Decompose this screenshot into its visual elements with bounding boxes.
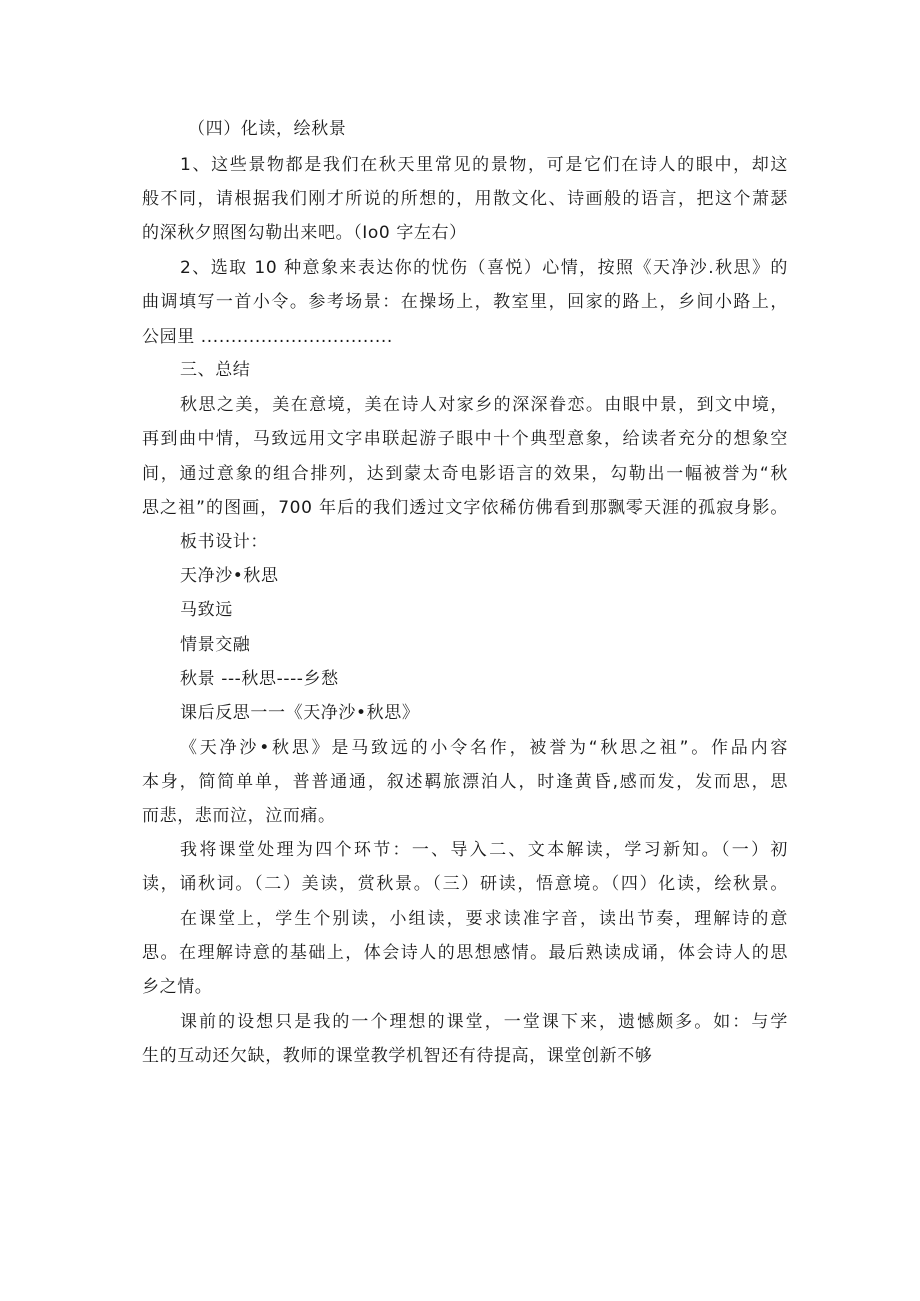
paragraph-line: 的深秋夕照图勾勒出来吧。（Io0 字左右） xyxy=(142,223,467,243)
board-author: 马致远 xyxy=(180,600,233,620)
paragraph-line: 曲调填写一首小令。参考场景：在操场上，教室里，回家的路上，乡间小路上， xyxy=(142,292,788,312)
paragraph-line: 间，通过意象的组合排列，达到蒙太奇电影语言的效果，勾勒出一幅被誉为“秋 xyxy=(142,464,788,484)
paragraph-line: 秋思之美，美在意境，美在诗人对家乡的深深眷恋。由眼中景，到文中境， xyxy=(180,395,788,415)
paragraph-line: 公园里 ................................ xyxy=(142,327,393,347)
board-design-heading: 板书设计： xyxy=(180,532,268,552)
paragraph-line: 2、选取 10 种意象来表达你的忧伤（喜悦）心情，按照《天净沙.秋思》的 xyxy=(180,258,788,278)
board-theme: 情景交融 xyxy=(180,635,251,655)
paragraph-line: 读，诵秋词。（二）美读，赏秋景。（三）研读，悟意境。（四）化读，绘秋景。 xyxy=(142,874,788,894)
paragraph-line: 乡之情。 xyxy=(142,977,213,997)
paragraph-line: 而悲，悲而泣，泣而痛。 xyxy=(142,806,336,826)
board-flow: 秋景 ---秋思----乡愁 xyxy=(180,669,339,689)
paragraph-line: 在课堂上，学生个别读，小组读，要求读准字音，读出节奏，理解诗的意 xyxy=(180,909,788,929)
section-heading-summary: 三、总结 xyxy=(180,360,251,380)
board-title: 天净沙•秋思 xyxy=(180,566,279,586)
paragraph-line: 思之祖”的图画，700 年后的我们透过文字依稀仿佛看到那飘零天涯的孤寂身影。 xyxy=(142,498,788,518)
reflection-heading: 课后反思一一《天净沙•秋思》 xyxy=(180,703,420,723)
section-heading-4: （四）化读，绘秋景 xyxy=(188,119,347,139)
paragraph-line: 本身，简简单单，普普通通，叙述羁旅漂泊人，时逢黄昏,感而发，发而思，思 xyxy=(142,772,788,792)
paragraph-line: 再到曲中情，马致远用文字串联起游子眼中十个典型意象，给读者充分的想象空 xyxy=(142,429,788,449)
paragraph-line: 思。在理解诗意的基础上，体会诗人的思想感情。最后熟读成诵，体会诗人的思 xyxy=(142,943,788,963)
paragraph-line: 般不同，请根据我们刚才所说的所想的，用散文化、诗画般的语言，把这个萧瑟 xyxy=(142,189,788,209)
paragraph-line: 生的互动还欠缺，教师的课堂教学机智还有待提高，课堂创新不够 xyxy=(142,1046,653,1066)
paragraph-line: 我将课堂处理为四个环节：一、导入二、文本解读，学习新知。（一）初 xyxy=(180,840,788,860)
paragraph-line: 《天净沙•秋思》是马致远的小令名作，被誉为“秋思之祖”。作品内容 xyxy=(180,738,788,758)
paragraph-line: 课前的设想只是我的一个理想的课堂，一堂课下来，遗憾颇多。如：与学 xyxy=(180,1012,788,1032)
paragraph-line: 1、这些景物都是我们在秋天里常见的景物，可是它们在诗人的眼中，却这 xyxy=(180,155,788,175)
